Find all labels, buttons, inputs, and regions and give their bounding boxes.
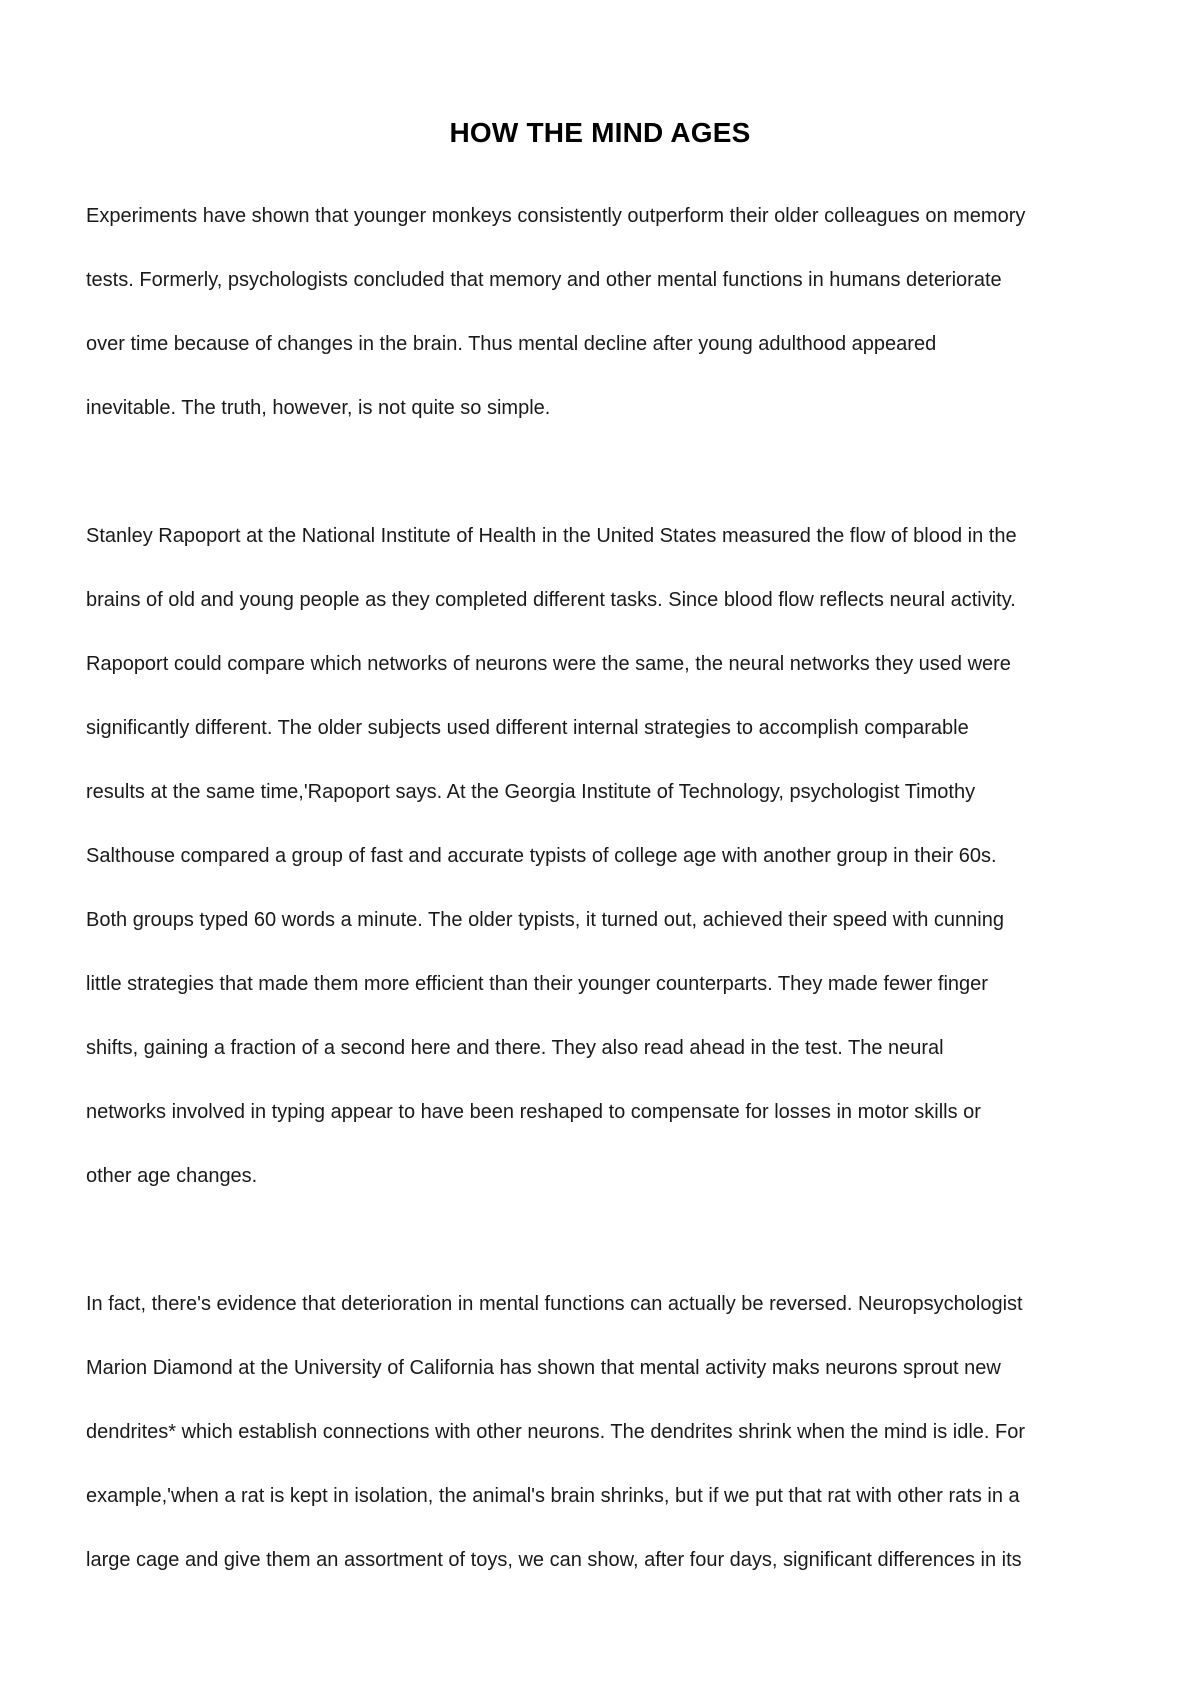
paragraph-line: tests. Formerly, psychologists concluded that memory and other mental functions in humans deteriorate: [86, 269, 1002, 291]
paragraph-2: [86, 504, 1166, 1208]
paragraph-line: In fact, there's evidence that deterioration in mental functions can actually be reversed. Neuropsychologist: [86, 1293, 1023, 1315]
paragraph-line: dendrites* which establish connections with other neurons. The dendrites shrink when the mind is idle. For: [86, 1421, 1026, 1443]
paragraph-line: example,'when a rat is kept in isolation, the animal's brain shrinks, but if we put that rat with other rats in a: [86, 1485, 1020, 1507]
paragraph-line: shifts, gaining a fraction of a second here and there. They also read ahead in the test. The neural: [86, 1037, 944, 1059]
paragraph-line: brains of old and young people as they completed different tasks. Since blood flow reflects neural activity.: [86, 589, 1016, 611]
paragraph-line: results at the same time,'Rapoport says. At the Georgia Institute of Technology, psychologist Timothy: [86, 781, 976, 803]
paragraph-line: Salthouse compared a group of fast and accurate typists of college age with another group in their 60s.: [86, 845, 997, 867]
paragraph-line: Rapoport could compare which networks of neurons were the same, the neural networks they used were: [86, 653, 1011, 675]
paragraph-line: inevitable. The truth, however, is not quite so simple.: [86, 397, 551, 419]
paragraph-line: Experiments have shown that younger monkeys consistently outperform their older colleagues on memory: [86, 205, 1026, 227]
paragraph-line: Marion Diamond at the University of California has shown that mental activity maks neurons sprout new: [86, 1357, 1001, 1379]
paragraph-line: significantly different. The older subjects used different internal strategies to accomplish comparable: [86, 717, 969, 739]
paragraph-line: large cage and give them an assortment of toys, we can show, after four days, significant differences in its: [86, 1549, 1022, 1571]
paragraph-line: over time because of changes in the brain. Thus mental decline after young adulthood appeared: [86, 333, 937, 355]
paragraph-line: Both groups typed 60 words a minute. The older typists, it turned out, achieved their speed with cunning: [86, 909, 1004, 931]
paragraph-line: networks involved in typing appear to have been reshaped to compensate for losses in motor skills or: [86, 1101, 981, 1123]
paragraph-3: [86, 1272, 1166, 1592]
paragraph-line: Stanley Rapoport at the National Institute of Health in the United States measured the flow of blood in the: [86, 525, 1017, 547]
paragraph-line: other age changes.: [86, 1165, 258, 1187]
document-title: HOW THE MIND AGES: [449, 117, 751, 148]
paragraph-line: little strategies that made them more efficient than their younger counterparts. They made fewer finger: [86, 973, 988, 995]
paragraph-1: [86, 184, 1166, 440]
